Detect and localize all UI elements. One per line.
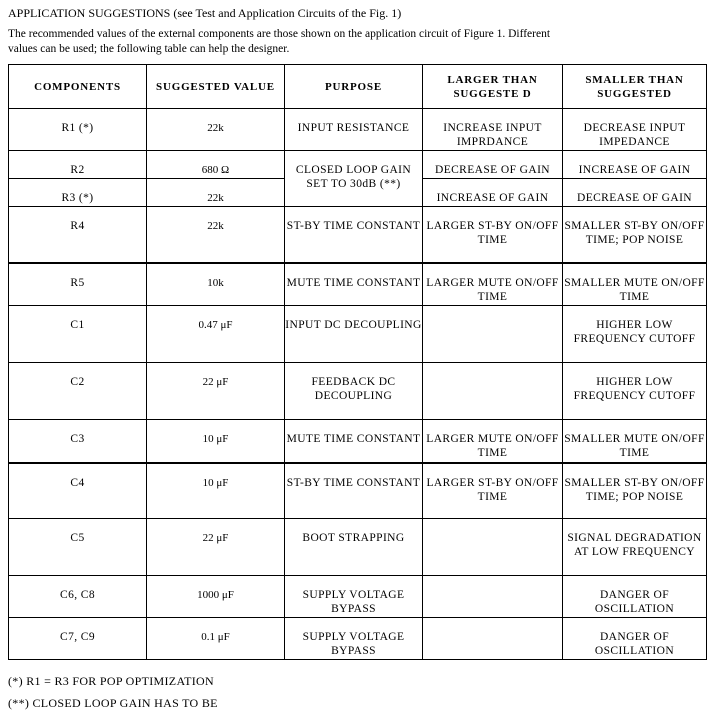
cell-value: 22 μF: [147, 363, 285, 420]
cell-value: 0.1 μF: [147, 618, 285, 660]
table-row: [9, 420, 707, 463]
header-suggested-value: SUGGESTED VALUE: [147, 65, 285, 109]
header-smaller-than: SMALLER THAN SUGGESTED: [563, 65, 707, 109]
cell-purpose: FEEDBACK DC DECOUPLING: [285, 363, 423, 420]
cell-larger: LARGER ST-BY ON/OFF TIME: [423, 207, 563, 263]
table-row: [9, 519, 707, 576]
cell-larger: [423, 519, 563, 576]
table-row: [9, 363, 707, 420]
table-row: [9, 263, 707, 306]
table-header-row: [9, 65, 707, 109]
cell-smaller: SMALLER ST-BY ON/OFF TIME; POP NOISE: [563, 463, 707, 519]
cell-larger: [423, 576, 563, 618]
table-row: [9, 618, 707, 660]
cell-component: C1: [9, 306, 147, 363]
cell-component: C2: [9, 363, 147, 420]
cell-component: C5: [9, 519, 147, 576]
cell-value: 1000 μF: [147, 576, 285, 618]
footnote-closed-loop-gain: (**) CLOSED LOOP GAIN HAS TO BE: [8, 696, 218, 710]
cell-purpose: INPUT DC DECOUPLING: [285, 306, 423, 363]
cell-component: R2: [9, 151, 147, 179]
cell-value: 22 μF: [147, 519, 285, 576]
cell-larger: [423, 363, 563, 420]
table-row: [9, 207, 707, 263]
cell-smaller: DANGER OF OSCILLATION: [563, 618, 707, 660]
cell-value: 680 Ω: [147, 151, 285, 179]
cell-purpose: CLOSED LOOP GAIN SET TO 30dB (**): [285, 151, 423, 207]
cell-purpose: SUPPLY VOLTAGE BYPASS: [285, 618, 423, 660]
page-heading: APPLICATION SUGGESTIONS (see Test and Application Circuits of the Fig. 1): [8, 6, 402, 20]
cell-smaller: INCREASE OF GAIN: [563, 151, 707, 179]
cell-larger: [423, 306, 563, 363]
cell-smaller: SMALLER MUTE ON/OFF TIME: [563, 263, 707, 306]
cell-component: C4: [9, 463, 147, 519]
cell-larger: LARGER ST-BY ON/OFF TIME: [423, 463, 563, 519]
table-row: [9, 463, 707, 519]
application-suggestions-table: [8, 64, 707, 660]
intro-paragraph: The recommended values of the external components are those shown on the application circuit of Figure 1. Different values can be used; the following table can help the designer.: [8, 28, 551, 55]
table-row: [9, 306, 707, 363]
cell-larger: INCREASE OF GAIN: [423, 179, 563, 207]
cell-value: 22k: [147, 109, 285, 151]
cell-purpose: ST-BY TIME CONSTANT: [285, 463, 423, 519]
header-components: COMPONENTS: [9, 65, 147, 109]
cell-component: C7, C9: [9, 618, 147, 660]
cell-purpose: SUPPLY VOLTAGE BYPASS: [285, 576, 423, 618]
header-purpose: PURPOSE: [285, 65, 423, 109]
footnote-pop-optimization: (*) R1 = R3 FOR POP OPTIMIZATION: [8, 674, 214, 688]
table-row: [9, 109, 707, 151]
table-row: [9, 151, 707, 179]
cell-smaller: SIGNAL DEGRADATION AT LOW FREQUENCY: [563, 519, 707, 576]
cell-value: 22k: [147, 207, 285, 263]
cell-larger: LARGER MUTE ON/OFF TIME: [423, 420, 563, 463]
cell-purpose: MUTE TIME CONSTANT: [285, 420, 423, 463]
cell-smaller: HIGHER LOW FREQUENCY CUTOFF: [563, 363, 707, 420]
cell-larger: LARGER MUTE ON/OFF TIME: [423, 263, 563, 306]
cell-component: R5: [9, 263, 147, 306]
cell-purpose: INPUT RESISTANCE: [285, 109, 423, 151]
cell-value: 10 μF: [147, 420, 285, 463]
cell-value: 0.47 μF: [147, 306, 285, 363]
cell-value: 10k: [147, 263, 285, 306]
cell-component: R3 (*): [9, 179, 147, 207]
cell-smaller: DECREASE INPUT IMPEDANCE: [563, 109, 707, 151]
cell-component: R1 (*): [9, 109, 147, 151]
cell-value: 22k: [147, 179, 285, 207]
cell-smaller: HIGHER LOW FREQUENCY CUTOFF: [563, 306, 707, 363]
cell-value: 10 μF: [147, 463, 285, 519]
cell-smaller: SMALLER ST-BY ON/OFF TIME; POP NOISE: [563, 207, 707, 263]
cell-purpose: MUTE TIME CONSTANT: [285, 263, 423, 306]
cell-component: C6, C8: [9, 576, 147, 618]
cell-component: R4: [9, 207, 147, 263]
cell-larger: DECREASE OF GAIN: [423, 151, 563, 179]
cell-smaller: SMALLER MUTE ON/OFF TIME: [563, 420, 707, 463]
cell-purpose: ST-BY TIME CONSTANT: [285, 207, 423, 263]
cell-component: C3: [9, 420, 147, 463]
cell-smaller: DANGER OF OSCILLATION: [563, 576, 707, 618]
cell-smaller: DECREASE OF GAIN: [563, 179, 707, 207]
table-row: [9, 576, 707, 618]
cell-larger: [423, 618, 563, 660]
cell-purpose: BOOT STRAPPING: [285, 519, 423, 576]
header-larger-than: LARGER THAN SUGGESTE D: [423, 65, 563, 109]
cell-larger: INCREASE INPUT IMPRDANCE: [423, 109, 563, 151]
